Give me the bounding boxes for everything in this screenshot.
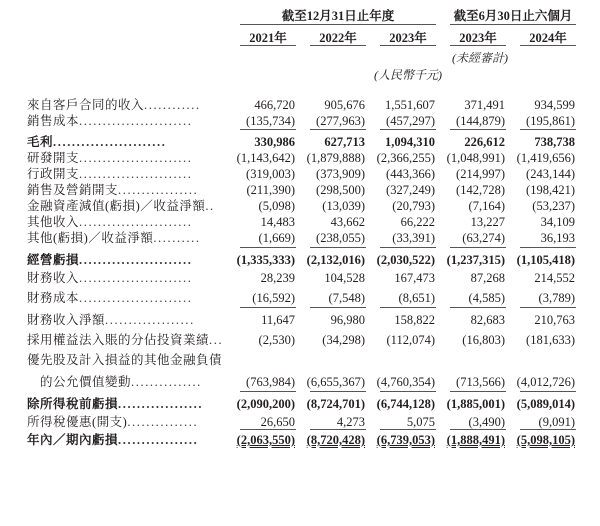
cell-value: (2,063,550) xyxy=(236,433,295,447)
leader-dots: ............... xyxy=(127,415,199,429)
row-label-text: 所得稅優惠(開支) xyxy=(27,415,128,429)
cell-value: (20,793) xyxy=(392,199,435,213)
header-annual-label: 截至12月31日止年度 xyxy=(281,9,395,23)
cell-value: (443,366) xyxy=(386,167,435,181)
cell-value: (1,143,642) xyxy=(236,151,295,165)
row-label-text: 其他收入 xyxy=(27,215,80,229)
row-label-text: 銷售及營銷開支 xyxy=(27,183,119,197)
cell-value: 214,552 xyxy=(534,271,575,285)
cell-value: 26,650 xyxy=(260,415,295,429)
table-row xyxy=(0,396,600,412)
year-rule xyxy=(450,45,506,46)
subtotal-rule xyxy=(240,391,296,392)
cell-value: (8,651) xyxy=(398,291,435,305)
cell-value: (277,963) xyxy=(316,114,365,128)
row-label xyxy=(27,332,225,348)
leader-dots: ........................ xyxy=(79,151,193,165)
row-label-text: 的公允價值變動 xyxy=(40,375,132,389)
cell-value: 5,075 xyxy=(406,415,435,429)
subtotal-rule xyxy=(450,391,506,392)
cell-value: (7,548) xyxy=(328,291,365,305)
cell-value: (763,984) xyxy=(246,375,295,389)
cell-value: (1,419,656) xyxy=(516,151,575,165)
cell-value: (457,297) xyxy=(386,114,435,128)
cell-value: (5,098,105) xyxy=(516,433,575,447)
cell-value: (16,592) xyxy=(252,291,295,305)
row-label xyxy=(27,290,225,306)
cell-value: (181,633) xyxy=(526,333,575,347)
row-label-text: 年內／期內虧損 xyxy=(27,433,119,447)
header-interim-period xyxy=(450,6,576,24)
cell-value: (13,039) xyxy=(322,199,365,213)
cell-value: (8,720,428) xyxy=(306,433,365,447)
cell-value: (373,909) xyxy=(316,167,365,181)
cell-value: 210,763 xyxy=(534,313,575,327)
leader-dots: ........................ xyxy=(79,271,193,285)
cell-value: (6,655,367) xyxy=(306,375,365,389)
cell-value: 934,599 xyxy=(534,98,575,112)
leader-dots: ........................ xyxy=(53,135,167,149)
table-row xyxy=(0,252,600,268)
cell-value: 226,612 xyxy=(464,135,505,149)
cell-value: 104,528 xyxy=(324,271,365,285)
cell-value: (112,074) xyxy=(386,333,435,347)
row-label xyxy=(27,198,225,214)
cell-value: 34,109 xyxy=(540,215,575,229)
row-label-text: 金融資產減值(虧損)／收益淨額 xyxy=(27,199,206,213)
row-label xyxy=(40,374,225,390)
row-label xyxy=(27,97,225,113)
row-label xyxy=(27,182,225,198)
subtotal-rule xyxy=(520,247,576,248)
table-row xyxy=(0,374,600,390)
cell-value: (135,734) xyxy=(246,114,295,128)
year-label: 2022年 xyxy=(319,31,357,45)
subtotal-rule xyxy=(310,307,366,308)
subtotal-rule xyxy=(520,307,576,308)
subtotal-rule xyxy=(450,247,506,248)
year-header-2024-interim xyxy=(520,28,576,46)
cell-value: (327,249) xyxy=(386,183,435,197)
cell-value: (1,335,333) xyxy=(236,253,295,267)
cell-value: 466,720 xyxy=(254,98,295,112)
year-header-2021 xyxy=(240,28,296,46)
table-row xyxy=(0,97,600,113)
cell-value: (6,739,053) xyxy=(376,433,435,447)
year-rule xyxy=(520,45,576,46)
subtotal-rule xyxy=(240,429,296,430)
subtotal-rule xyxy=(380,247,436,248)
leader-dots: .. xyxy=(205,199,215,213)
leader-dots: ........................ xyxy=(79,291,193,305)
cell-value: 28,239 xyxy=(260,271,295,285)
cell-value: (4,012,726) xyxy=(516,375,575,389)
subtotal-rule xyxy=(450,429,506,430)
subtotal-rule xyxy=(450,307,506,308)
table-row xyxy=(0,332,600,348)
cell-value: (214,997) xyxy=(456,167,505,181)
table-row xyxy=(0,270,600,286)
table-row xyxy=(0,414,600,430)
cell-value: 167,473 xyxy=(394,271,435,285)
cell-value: 905,676 xyxy=(324,98,365,112)
cell-value: 11,647 xyxy=(261,313,295,327)
cell-value: (144,879) xyxy=(456,114,505,128)
cell-value: (243,144) xyxy=(526,167,575,181)
cell-value: (3,490) xyxy=(468,415,505,429)
row-label xyxy=(27,166,225,182)
table-row xyxy=(0,113,600,129)
year-label: 2023年 xyxy=(389,31,427,45)
row-label xyxy=(27,113,225,129)
cell-value: (6,744,128) xyxy=(376,397,435,411)
cell-value: (5,089,014) xyxy=(516,397,575,411)
cell-value: 371,491 xyxy=(464,98,505,112)
subtotal-rule xyxy=(240,307,296,308)
cell-value: 1,551,607 xyxy=(385,98,435,112)
year-rule xyxy=(240,45,296,46)
subtotal-rule xyxy=(310,391,366,392)
row-label-text: 來自客戶合同的收入 xyxy=(27,98,145,112)
cell-value: 1,094,310 xyxy=(385,135,435,149)
cell-value: (1,885,001) xyxy=(446,397,505,411)
subtotal-rule xyxy=(380,391,436,392)
row-label-text: 研發開支 xyxy=(27,151,80,165)
row-label xyxy=(27,312,225,328)
cell-value: (2,366,255) xyxy=(376,151,435,165)
unaudited-note: (未經審計) xyxy=(452,51,508,65)
row-label xyxy=(27,414,225,430)
year-label: 2021年 xyxy=(249,31,287,45)
cell-value: 66,222 xyxy=(400,215,435,229)
cell-value: (16,803) xyxy=(462,333,505,347)
subtotal-rule xyxy=(240,247,296,248)
leader-dots: ........................ xyxy=(79,215,193,229)
cell-value: (3,789) xyxy=(538,291,575,305)
row-label-text: 採用權益法入賬的分佔投資業績 xyxy=(27,333,210,347)
cell-value: 36,193 xyxy=(540,231,575,245)
cell-value: (7,164) xyxy=(468,199,505,213)
subtotal-rule xyxy=(450,129,506,130)
leader-dots: ................... xyxy=(105,313,195,327)
row-label-text: 其他(虧損)／收益淨額 xyxy=(27,231,154,245)
year-header-2022 xyxy=(310,28,366,46)
cell-value: (319,003) xyxy=(246,167,295,181)
year-label: 2024年 xyxy=(529,31,567,45)
leader-dots: ... xyxy=(209,333,224,347)
row-label-text: 財務成本 xyxy=(27,291,80,305)
year-rule xyxy=(380,45,436,46)
year-label: 2023年 xyxy=(459,31,497,45)
subtotal-rule xyxy=(380,307,436,308)
table-row xyxy=(0,230,600,246)
row-label xyxy=(27,270,225,286)
cell-value: (142,728) xyxy=(456,183,505,197)
row-label xyxy=(27,230,225,246)
cell-value: (1,669) xyxy=(258,231,295,245)
cell-value: (238,055) xyxy=(316,231,365,245)
cell-value: (1,237,315) xyxy=(446,253,505,267)
table-row xyxy=(0,166,600,182)
cell-value: (2,030,522) xyxy=(376,253,435,267)
table-row xyxy=(0,432,600,448)
table-row xyxy=(0,312,600,328)
row-label-text: 銷售成本 xyxy=(27,114,80,128)
header-annual-period xyxy=(240,6,436,24)
cell-value: (4,760,354) xyxy=(376,375,435,389)
cell-value: (34,298) xyxy=(322,333,365,347)
subtotal-rule xyxy=(520,429,576,430)
leader-dots: ........................ xyxy=(79,114,193,128)
cutoff-row xyxy=(38,519,148,526)
row-label xyxy=(27,432,225,448)
year-header-2023-interim xyxy=(450,28,506,46)
subtotal-rule xyxy=(310,429,366,430)
cell-value: (1,888,491) xyxy=(446,433,505,447)
currency-note: (人民幣千元) xyxy=(374,68,442,82)
table-row xyxy=(0,214,600,230)
year-header-2023 xyxy=(380,28,436,46)
cell-value: 13,227 xyxy=(470,215,505,229)
subtotal-rule xyxy=(310,129,366,130)
row-label xyxy=(27,134,225,150)
row-label-text: 財務收入淨額 xyxy=(27,313,106,327)
row-label-text: 經營虧損 xyxy=(27,253,80,267)
cell-value: (195,861) xyxy=(526,114,575,128)
cell-value: (1,105,418) xyxy=(516,253,575,267)
table-row xyxy=(0,290,600,306)
header-interim-rule xyxy=(450,24,576,25)
cell-value: (5,098) xyxy=(258,199,295,213)
cell-value: (2,132,016) xyxy=(306,253,365,267)
cell-value: (2,530) xyxy=(258,333,295,347)
year-rule xyxy=(310,45,366,46)
header-interim-label: 截至6月30日止六個月 xyxy=(453,9,573,23)
table-row xyxy=(0,352,600,368)
cell-value: (298,500) xyxy=(316,183,365,197)
cell-value: (2,090,200) xyxy=(236,397,295,411)
cell-value: 330,986 xyxy=(254,135,295,149)
cell-value: (713,566) xyxy=(456,375,505,389)
subtotal-rule xyxy=(310,247,366,248)
leader-dots: ................. xyxy=(118,433,199,447)
leader-dots: .................. xyxy=(118,397,204,411)
cell-value: (4,585) xyxy=(468,291,505,305)
leader-dots: ............ xyxy=(144,98,201,112)
subtotal-rule xyxy=(380,129,436,130)
table-row xyxy=(0,150,600,166)
cell-value: (53,237) xyxy=(532,199,575,213)
leader-dots: ........................ xyxy=(79,253,193,267)
table-row xyxy=(0,182,600,198)
cell-value: (9,091) xyxy=(538,415,575,429)
subtotal-rule xyxy=(240,129,296,130)
cell-value: 14,483 xyxy=(260,215,295,229)
cell-value: 4,273 xyxy=(336,415,365,429)
table-row xyxy=(0,134,600,150)
cell-value: (198,421) xyxy=(526,183,575,197)
row-label xyxy=(27,150,225,166)
cell-value: (63,274) xyxy=(462,231,505,245)
leader-dots: .......... xyxy=(153,231,201,245)
cell-value: 158,822 xyxy=(394,313,435,327)
cell-value: 96,980 xyxy=(330,313,365,327)
row-label-text: 毛利 xyxy=(27,135,54,149)
row-label-text: 財務收入 xyxy=(27,271,80,285)
cell-value: (1,048,991) xyxy=(446,151,505,165)
cell-value: (8,724,701) xyxy=(306,397,365,411)
cell-value: 87,268 xyxy=(470,271,505,285)
leader-dots: ............... xyxy=(131,375,202,389)
subtotal-rule xyxy=(520,391,576,392)
leader-dots: ........................ xyxy=(79,167,193,181)
row-label xyxy=(27,214,225,230)
cell-value: 82,683 xyxy=(470,313,505,327)
row-label-text: 除所得稅前虧損 xyxy=(27,397,119,411)
cell-value: (33,391) xyxy=(392,231,435,245)
leader-dots: ................. xyxy=(118,183,199,197)
row-label xyxy=(27,352,225,368)
row-label-text: 優先股及計入損益的其他金融負債 xyxy=(27,353,223,367)
header-annual-rule xyxy=(240,24,436,25)
row-label xyxy=(27,252,225,268)
cell-value: (1,879,888) xyxy=(306,151,365,165)
cell-value: (211,390) xyxy=(246,183,295,197)
cell-value: 738,738 xyxy=(534,135,575,149)
subtotal-rule xyxy=(380,429,436,430)
table-row xyxy=(0,198,600,214)
cell-value: 43,662 xyxy=(330,215,365,229)
row-label xyxy=(27,396,225,412)
row-label-text: 行政開支 xyxy=(27,167,80,181)
subtotal-rule xyxy=(520,129,576,130)
cell-value: 627,713 xyxy=(324,135,365,149)
